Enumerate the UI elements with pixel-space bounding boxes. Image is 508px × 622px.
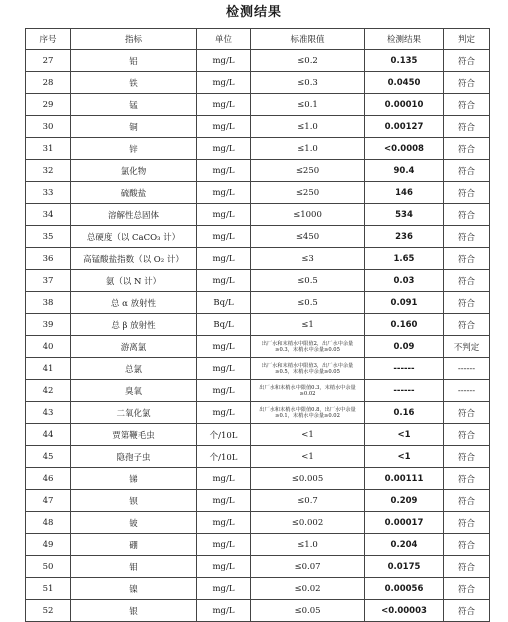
result-cell: <0.0008: [365, 138, 444, 160]
result-cell: 1.65: [365, 248, 444, 270]
verdict-cell: 符合: [444, 182, 490, 204]
row-number-cell: 47: [26, 490, 71, 512]
item-name-cell: 镍: [71, 578, 197, 600]
unit-cell: mg/L: [197, 600, 251, 622]
table-header-row: [26, 29, 490, 50]
result-cell: <1: [365, 424, 444, 446]
limit-cell: ≤1.0: [251, 116, 365, 138]
unit-cell: mg/L: [197, 534, 251, 556]
limit-cell: ≤0.05: [251, 600, 365, 622]
item-name-cell: 二氧化氯: [71, 402, 197, 424]
row-number-cell: 32: [26, 160, 71, 182]
unit-cell: mg/L: [197, 556, 251, 578]
table-row: [26, 94, 490, 116]
unit-cell: mg/L: [197, 116, 251, 138]
unit-cell: Bq/L: [197, 314, 251, 336]
row-number-cell: 43: [26, 402, 71, 424]
row-number-cell: 29: [26, 94, 71, 116]
row-number-cell: 28: [26, 72, 71, 94]
table-row: [26, 534, 490, 556]
unit-cell: mg/L: [197, 402, 251, 424]
verdict-cell: 符合: [444, 72, 490, 94]
unit-cell: mg/L: [197, 358, 251, 380]
verdict-cell: 符合: [444, 138, 490, 160]
table-row: [26, 226, 490, 248]
unit-cell: mg/L: [197, 336, 251, 358]
result-cell: 90.4: [365, 160, 444, 182]
verdict-cell: 符合: [444, 160, 490, 182]
unit-cell: mg/L: [197, 270, 251, 292]
limit-cell: [251, 402, 365, 424]
result-cell: 0.160: [365, 314, 444, 336]
unit-cell: mg/L: [197, 72, 251, 94]
result-cell: 0.0450: [365, 72, 444, 94]
result-cell: 0.204: [365, 534, 444, 556]
unit-cell: mg/L: [197, 512, 251, 534]
row-number-cell: 31: [26, 138, 71, 160]
limit-cell: ≤0.1: [251, 94, 365, 116]
row-number-cell: 38: [26, 292, 71, 314]
item-name-cell: 锌: [71, 138, 197, 160]
item-name-cell: 钼: [71, 556, 197, 578]
table-row: [26, 490, 490, 512]
item-name-cell: 贾第鞭毛虫: [71, 424, 197, 446]
table-row: [26, 116, 490, 138]
verdict-cell: 符合: [444, 204, 490, 226]
limit-text: 出厂水和末梢水中限值0.3，末梢水中余量≥0.02: [259, 384, 356, 397]
limit-cell: ≤250: [251, 160, 365, 182]
result-cell: 0.00056: [365, 578, 444, 600]
limit-cell: ≤0.07: [251, 556, 365, 578]
verdict-cell: 符合: [444, 512, 490, 534]
item-name-cell: 铝: [71, 50, 197, 72]
item-name-cell: 总 β 放射性: [71, 314, 197, 336]
row-number-cell: 40: [26, 336, 71, 358]
unit-cell: mg/L: [197, 468, 251, 490]
limit-text: 出厂水和末梢水中限值0.8，出厂水中余量≥0.1，末梢水中余量≥0.02: [259, 406, 356, 419]
header-no: 序号: [26, 29, 71, 50]
table-row: [26, 424, 490, 446]
item-name-cell: 氨（以 N 计）: [71, 270, 197, 292]
unit-cell: 个/10L: [197, 446, 251, 468]
table-row: [26, 402, 490, 424]
limit-cell: ≤0.02: [251, 578, 365, 600]
table-body: [26, 50, 490, 622]
result-cell: 0.00017: [365, 512, 444, 534]
unit-cell: mg/L: [197, 490, 251, 512]
row-number-cell: 48: [26, 512, 71, 534]
item-name-cell: 游离氯: [71, 336, 197, 358]
result-cell: 0.0175: [365, 556, 444, 578]
row-number-cell: 42: [26, 380, 71, 402]
unit-cell: mg/L: [197, 182, 251, 204]
limit-cell: ≤0.7: [251, 490, 365, 512]
row-number-cell: 41: [26, 358, 71, 380]
row-number-cell: 45: [26, 446, 71, 468]
limit-cell: <1: [251, 446, 365, 468]
item-name-cell: 隐孢子虫: [71, 446, 197, 468]
item-name-cell: 硫酸盐: [71, 182, 197, 204]
verdict-cell: ------: [444, 380, 490, 402]
unit-cell: mg/L: [197, 160, 251, 182]
table-row: [26, 248, 490, 270]
item-name-cell: 总氯: [71, 358, 197, 380]
row-number-cell: 52: [26, 600, 71, 622]
table-row: [26, 138, 490, 160]
limit-cell: ≤450: [251, 226, 365, 248]
result-cell: 0.16: [365, 402, 444, 424]
row-number-cell: 27: [26, 50, 71, 72]
limit-text: 出厂水和末梢水中限值2，出厂水中余量≥0.3，末梢水中余量≥0.05: [261, 340, 354, 353]
unit-cell: Bq/L: [197, 292, 251, 314]
verdict-cell: 符合: [444, 402, 490, 424]
item-name-cell: 臭氧: [71, 380, 197, 402]
verdict-cell: ------: [444, 358, 490, 380]
result-cell: 0.209: [365, 490, 444, 512]
result-cell: 236: [365, 226, 444, 248]
item-name-cell: 总 α 放射性: [71, 292, 197, 314]
limit-cell: ≤1: [251, 314, 365, 336]
item-name-cell: 高锰酸盐指数（以 O₂ 计）: [71, 248, 197, 270]
table-row: [26, 292, 490, 314]
result-cell: 0.135: [365, 50, 444, 72]
verdict-cell: 符合: [444, 600, 490, 622]
item-name-cell: 氯化物: [71, 160, 197, 182]
unit-cell: 个/10L: [197, 424, 251, 446]
item-name-cell: 总硬度（以 CaCO₃ 计）: [71, 226, 197, 248]
verdict-cell: 符合: [444, 270, 490, 292]
item-name-cell: 锑: [71, 468, 197, 490]
limit-cell: [251, 380, 365, 402]
row-number-cell: 37: [26, 270, 71, 292]
verdict-cell: 符合: [444, 226, 490, 248]
results-table: [25, 28, 490, 622]
unit-cell: mg/L: [197, 204, 251, 226]
verdict-cell: 符合: [444, 292, 490, 314]
limit-cell: [251, 358, 365, 380]
table-row: [26, 512, 490, 534]
row-number-cell: 35: [26, 226, 71, 248]
limit-cell: [251, 336, 365, 358]
table-row: [26, 336, 490, 358]
verdict-cell: 符合: [444, 468, 490, 490]
header-verdict: 判定: [444, 29, 490, 50]
header-result: 检测结果: [365, 29, 444, 50]
row-number-cell: 49: [26, 534, 71, 556]
unit-cell: mg/L: [197, 380, 251, 402]
table-row: [26, 578, 490, 600]
verdict-cell: 符合: [444, 248, 490, 270]
result-cell: 0.00010: [365, 94, 444, 116]
limit-cell: ≤0.005: [251, 468, 365, 490]
header-item: 指标: [71, 29, 197, 50]
row-number-cell: 46: [26, 468, 71, 490]
unit-cell: mg/L: [197, 226, 251, 248]
limit-cell: ≤1.0: [251, 534, 365, 556]
unit-cell: mg/L: [197, 50, 251, 72]
unit-cell: mg/L: [197, 248, 251, 270]
row-number-cell: 51: [26, 578, 71, 600]
table-row: [26, 160, 490, 182]
unit-cell: mg/L: [197, 578, 251, 600]
unit-cell: mg/L: [197, 94, 251, 116]
limit-cell: ≤1000: [251, 204, 365, 226]
item-name-cell: 铁: [71, 72, 197, 94]
result-cell: <0.00003: [365, 600, 444, 622]
limit-cell: ≤3: [251, 248, 365, 270]
page-title: 检测结果: [225, 5, 282, 20]
table-row: [26, 556, 490, 578]
item-name-cell: 钡: [71, 490, 197, 512]
limit-cell: ≤0.002: [251, 512, 365, 534]
item-name-cell: 铍: [71, 512, 197, 534]
verdict-cell: 符合: [444, 116, 490, 138]
verdict-cell: 符合: [444, 50, 490, 72]
result-cell: ------: [365, 380, 444, 402]
result-cell: 0.091: [365, 292, 444, 314]
verdict-cell: 符合: [444, 424, 490, 446]
result-cell: 0.03: [365, 270, 444, 292]
item-name-cell: 溶解性总固体: [71, 204, 197, 226]
verdict-cell: 不判定: [444, 336, 490, 358]
limit-cell: ≤0.2: [251, 50, 365, 72]
limit-cell: <1: [251, 424, 365, 446]
table-row: [26, 446, 490, 468]
table-row: [26, 204, 490, 226]
verdict-cell: 符合: [444, 534, 490, 556]
row-number-cell: 36: [26, 248, 71, 270]
item-name-cell: 银: [71, 600, 197, 622]
result-cell: 0.00111: [365, 468, 444, 490]
header-unit: 单位: [197, 29, 251, 50]
limit-cell: ≤1.0: [251, 138, 365, 160]
limit-cell: ≤250: [251, 182, 365, 204]
result-cell: 146: [365, 182, 444, 204]
table-row: [26, 380, 490, 402]
verdict-cell: 符合: [444, 314, 490, 336]
verdict-cell: 符合: [444, 446, 490, 468]
result-cell: <1: [365, 446, 444, 468]
result-cell: 0.00127: [365, 116, 444, 138]
table-row: [26, 50, 490, 72]
verdict-cell: 符合: [444, 94, 490, 116]
result-cell: 534: [365, 204, 444, 226]
table-row: [26, 270, 490, 292]
limit-cell: ≤0.3: [251, 72, 365, 94]
verdict-cell: 符合: [444, 578, 490, 600]
table-row: [26, 600, 490, 622]
result-cell: 0.09: [365, 336, 444, 358]
verdict-cell: 符合: [444, 556, 490, 578]
limit-cell: ≤0.5: [251, 270, 365, 292]
header-limit: 标准限值: [251, 29, 365, 50]
table-row: [26, 182, 490, 204]
row-number-cell: 44: [26, 424, 71, 446]
result-cell: ------: [365, 358, 444, 380]
row-number-cell: 50: [26, 556, 71, 578]
row-number-cell: 39: [26, 314, 71, 336]
table-row: [26, 468, 490, 490]
table-row: [26, 72, 490, 94]
item-name-cell: 硼: [71, 534, 197, 556]
row-number-cell: 34: [26, 204, 71, 226]
table-row: [26, 358, 490, 380]
limit-cell: ≤0.5: [251, 292, 365, 314]
item-name-cell: 锰: [71, 94, 197, 116]
row-number-cell: 30: [26, 116, 71, 138]
table-row: [26, 314, 490, 336]
unit-cell: mg/L: [197, 138, 251, 160]
limit-text: 出厂水和末梢水中限值3，出厂水中余量≥0.5，末梢水中余量≥0.05: [261, 362, 354, 375]
row-number-cell: 33: [26, 182, 71, 204]
verdict-cell: 符合: [444, 490, 490, 512]
item-name-cell: 铜: [71, 116, 197, 138]
